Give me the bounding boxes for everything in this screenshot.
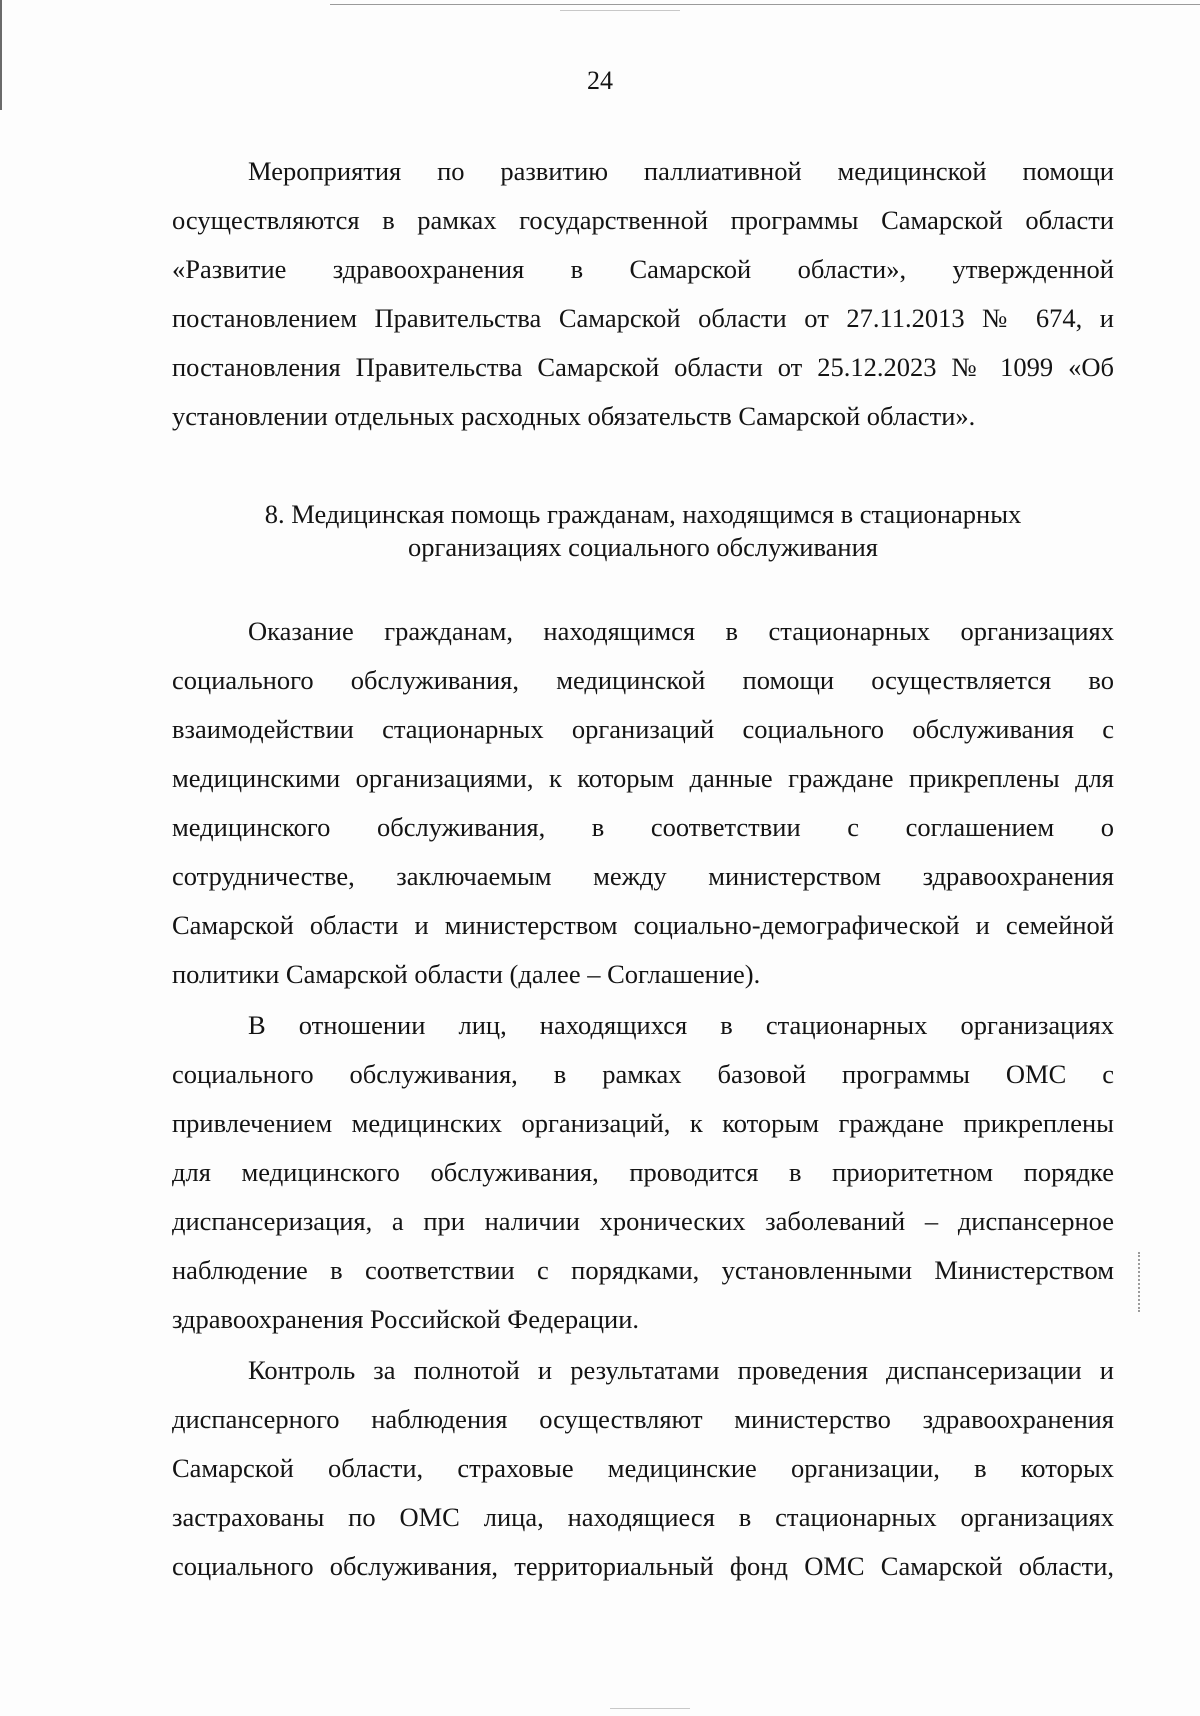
paragraph-line: привлечением медицинских организаций, к которым граждане прикреплены bbox=[172, 1108, 1114, 1138]
paragraph-line: наблюдение в соответствии с порядками, установленными Министерством bbox=[172, 1255, 1114, 1285]
paragraph-line: медицинского обслуживания, в соответствии с соглашением о bbox=[172, 812, 1114, 842]
paragraph-line: здравоохранения Российской Федерации. bbox=[172, 1304, 640, 1334]
paragraph-line: социального обслуживания, медицинской помощи осуществляется во bbox=[172, 665, 1114, 695]
paragraph-line: Самарской области, страховые медицинские организации, в которых bbox=[172, 1453, 1114, 1483]
paragraph bbox=[172, 1001, 1114, 1344]
scan-artifact-line bbox=[610, 1708, 690, 1709]
paragraph-line: социального обслуживания, территориальный фонд ОМС Самарской области, bbox=[172, 1551, 1114, 1581]
scan-artifact-line bbox=[560, 10, 680, 11]
section-heading bbox=[172, 498, 1114, 564]
paragraph-line: диспансеризация, а при наличии хронических заболеваний – диспансерное bbox=[172, 1206, 1114, 1236]
paragraph-line: осуществляются в рамках государственной программы Самарской области bbox=[172, 205, 1114, 235]
paragraph-line: взаимодействии стационарных организаций социального обслуживания с bbox=[172, 714, 1114, 744]
paragraph bbox=[172, 607, 1114, 999]
paragraph-line: установлении отдельных расходных обязательств Самарской области». bbox=[172, 401, 976, 431]
paragraph bbox=[172, 1346, 1114, 1591]
paragraph-line: сотрудничестве, заключаемым между министерством здравоохранения bbox=[172, 861, 1114, 891]
paragraph-line: Самарской области и министерством социально-демографической и семейной bbox=[172, 910, 1114, 940]
paragraph-line: медицинскими организациями, к которым данные граждане прикреплены для bbox=[172, 763, 1114, 793]
scan-artifact-dots bbox=[1138, 1252, 1142, 1312]
paragraph-line: В отношении лиц, находящихся в стационарных организациях bbox=[248, 1010, 1114, 1040]
paragraph-line: постановления Правительства Самарской области от 25.12.2023 № 1099 «Об bbox=[172, 352, 1114, 382]
paragraph-line: диспансерного наблюдения осуществляют министерство здравоохранения bbox=[172, 1404, 1114, 1434]
paragraph-line: постановлением Правительства Самарской области от 27.11.2013 № 674, и bbox=[172, 303, 1114, 333]
paragraph-line: Контроль за полнотой и результатами проведения диспансеризации и bbox=[248, 1355, 1114, 1385]
paragraph-line: социального обслуживания, в рамках базовой программы ОМС с bbox=[172, 1059, 1114, 1089]
paragraph-line: Оказание гражданам, находящимся в стационарных организациях bbox=[248, 616, 1114, 646]
paragraph bbox=[172, 147, 1114, 441]
paragraph-line: для медицинского обслуживания, проводится в приоритетном порядке bbox=[172, 1157, 1114, 1187]
scan-artifact-line bbox=[330, 4, 1200, 5]
paragraph-line: «Развитие здравоохранения в Самарской области», утвержденной bbox=[172, 254, 1114, 284]
section-heading-line: 8. Медицинская помощь гражданам, находящимся в стационарных bbox=[264, 499, 1022, 529]
page-number: 24 bbox=[587, 66, 613, 95]
paragraph-line: Мероприятия по развитию паллиативной медицинской помощи bbox=[248, 156, 1114, 186]
section-heading-line: организациях социального обслуживания bbox=[408, 532, 878, 562]
paragraph-line: застрахованы по ОМС лица, находящиеся в стационарных организациях bbox=[172, 1502, 1114, 1532]
paragraph-line: политики Самарской области (далее – Соглашение). bbox=[172, 959, 761, 989]
